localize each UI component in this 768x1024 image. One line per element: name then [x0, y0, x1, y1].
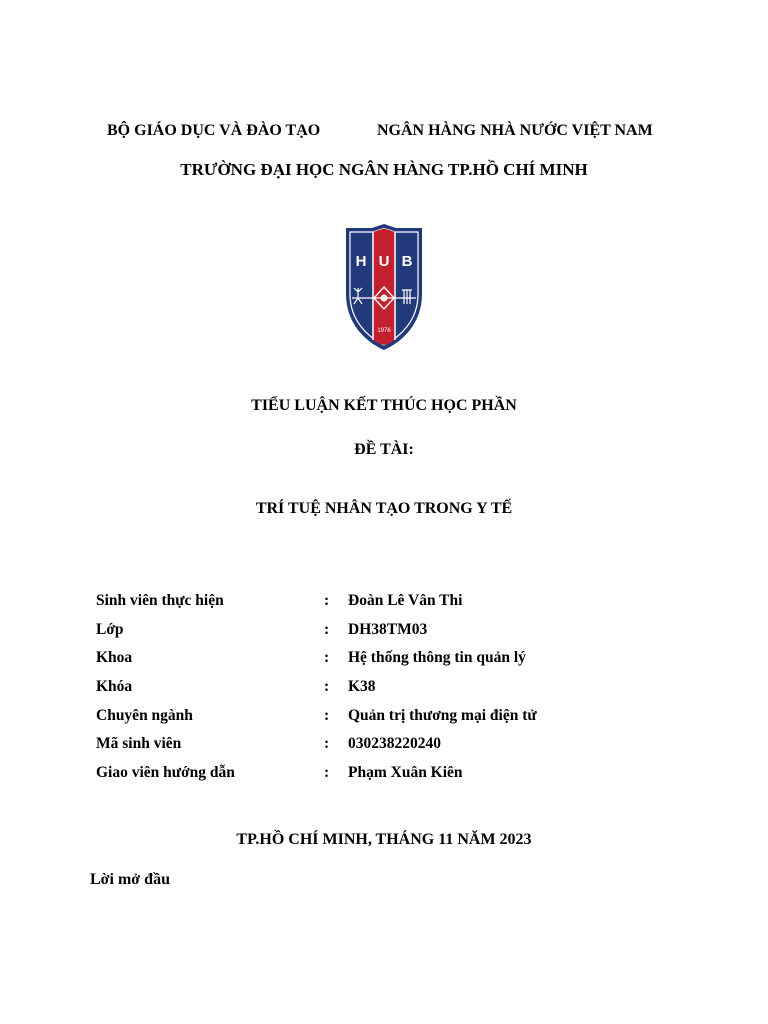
student-info-table [96, 592, 656, 793]
info-colon: : [324, 706, 330, 724]
info-value: Phạm Xuân Kiên [348, 764, 463, 782]
logo-letter-b: B [401, 253, 413, 270]
info-colon: : [324, 592, 330, 609]
state-bank-of-vietnam: NGÂN HÀNG NHÀ NƯỚC VIỆT NAM [377, 122, 653, 139]
ministry-of-education: BỘ GIÁO DỤC VÀ ĐÀO TẠO [107, 122, 321, 139]
info-colon: : [324, 764, 330, 782]
info-row-major [96, 707, 656, 736]
info-label: Sinh viên thực hiện [96, 592, 224, 609]
logo-year: 1976 [377, 328, 391, 334]
info-colon: : [324, 620, 330, 638]
info-label: Chuyên ngành [96, 706, 193, 724]
info-label: Khoa [96, 649, 133, 667]
info-value: 030238220240 [348, 735, 441, 753]
university-name: TRƯỜNG ĐẠI HỌC NGÂN HÀNG TP.HỒ CHÍ MINH [180, 160, 588, 179]
info-row-instructor [96, 764, 656, 793]
info-colon: : [324, 735, 330, 753]
info-row-faculty [96, 649, 656, 678]
info-value: Đoàn Lê Vân Thi [348, 592, 463, 609]
topic-title: TRÍ TUỆ NHÂN TẠO TRONG Y TẾ [255, 500, 513, 517]
info-row-student-id [96, 735, 656, 764]
info-row-cohort [96, 678, 656, 707]
info-label: Mã sinh viên [96, 735, 182, 753]
info-colon: : [324, 678, 330, 696]
info-label: Giao viên hướng dẫn [96, 764, 235, 782]
logo-letter-h: H [355, 253, 367, 270]
info-value: Hệ thống thông tin quản lý [348, 649, 526, 667]
place-and-date: TP.HỒ CHÍ MINH, THÁNG 11 NĂM 2023 [236, 831, 532, 848]
essay-type: TIỂU LUẬN KẾT THÚC HỌC PHẦN [251, 397, 517, 414]
info-colon: : [324, 649, 330, 667]
hub-logo [344, 224, 424, 352]
info-label: Lớp [96, 620, 124, 638]
logo-letter-u: U [378, 253, 390, 270]
topic-label: ĐỀ TÀI: [354, 441, 414, 458]
info-value: K38 [348, 678, 376, 696]
info-label: Khóa [96, 678, 133, 696]
info-value: DH38TM03 [348, 620, 428, 638]
info-row-class [96, 621, 656, 650]
info-value: Quản trị thương mại điện tử [348, 706, 537, 724]
intro-heading: Lời mở đầu [90, 871, 170, 888]
info-row-student [96, 592, 656, 621]
